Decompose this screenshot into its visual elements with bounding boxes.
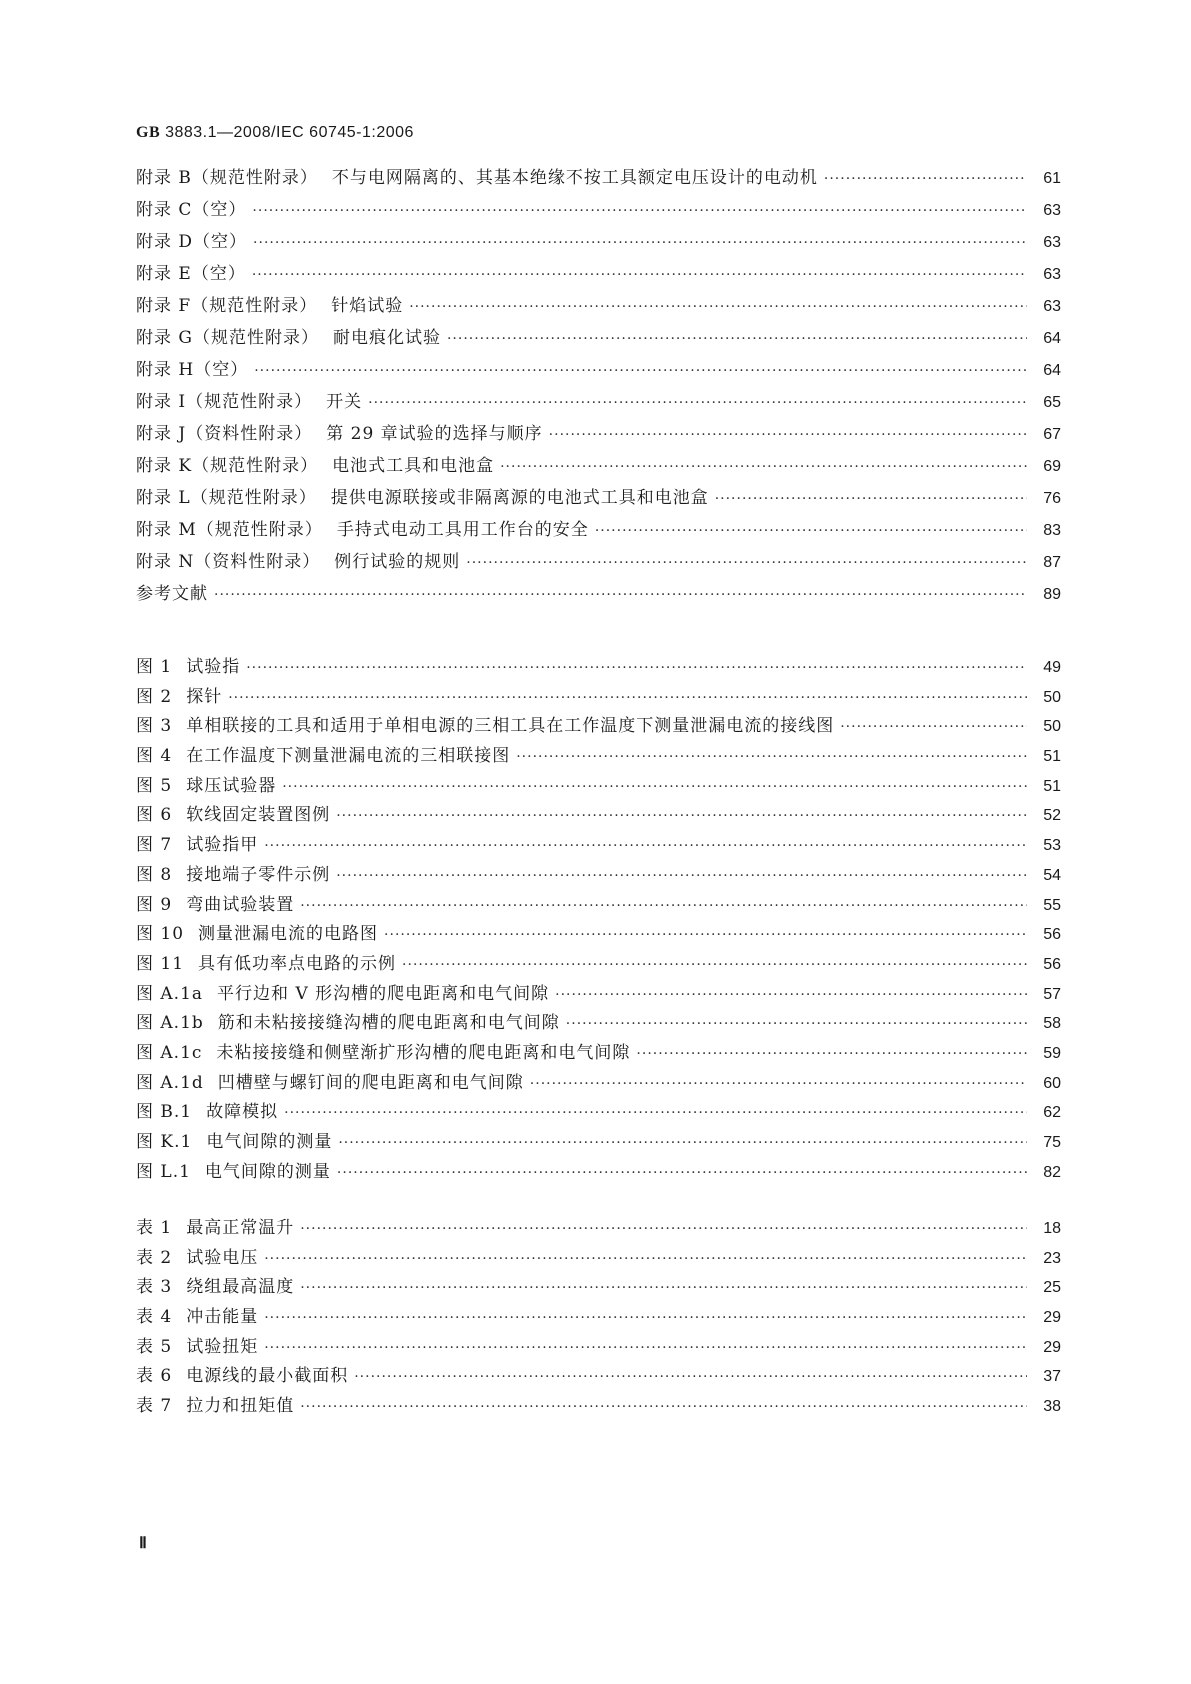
- toc-page-number: 63: [1043, 202, 1061, 219]
- toc-entry-title: 软线固定装置图例: [186, 805, 331, 826]
- toc-entry-label: 表 4: [136, 1307, 173, 1328]
- toc-entry-label: 附录 G（规范性附录）: [136, 328, 319, 348]
- toc-entry-label: 图 2: [136, 686, 173, 707]
- toc-page-number: 67: [1043, 426, 1061, 443]
- toc-figure-entry[interactable]: [136, 1038, 1061, 1068]
- dot-leader: [500, 459, 1027, 475]
- dot-leader: [338, 1135, 1027, 1151]
- toc-figure-entry[interactable]: [136, 860, 1061, 890]
- toc-figure-entry[interactable]: [136, 1068, 1061, 1098]
- toc-entry-title: 不与电网隔离的、其基本绝缘不按工具额定电压设计的电动机: [331, 168, 818, 188]
- toc-entry-title: 电气间隙的测量: [206, 1132, 333, 1152]
- toc-page-number: 25: [1043, 1279, 1061, 1297]
- toc-entry-label: 表 6: [136, 1366, 173, 1387]
- toc-page-number: 75: [1043, 1134, 1061, 1151]
- dot-leader: [228, 690, 1027, 706]
- toc-entry-label: 表 7: [136, 1396, 173, 1417]
- toc-entry-label: 附录 H（空）: [136, 360, 249, 380]
- toc-entry-title: 单相联接的工具和适用于单相电源的三相工具在工作温度下测量泄漏电流的接线图: [186, 716, 835, 737]
- document-header: [136, 124, 414, 142]
- dot-leader: [246, 660, 1027, 676]
- toc-entry-label: 附录 E（空）: [136, 264, 246, 284]
- toc-entry-title: 电源线的最小截面积: [186, 1366, 349, 1387]
- toc-entry-title: 针焰试验: [331, 296, 404, 316]
- toc-entry-title: 凹槽壁与螺钉间的爬电距离和电气间隙: [217, 1072, 524, 1093]
- toc-table-entry[interactable]: [136, 1391, 1061, 1421]
- toc-appendix-entry[interactable]: [136, 259, 1061, 291]
- dot-leader: [384, 927, 1027, 943]
- toc-entry-title: 球压试验器: [186, 775, 277, 796]
- dot-leader: [595, 523, 1027, 539]
- toc-entry-label: 图 9: [136, 894, 173, 915]
- toc-figure-entry[interactable]: [136, 711, 1061, 741]
- toc-entry-label: 附录 J（资料性附录）: [136, 424, 313, 444]
- dot-leader: [264, 1340, 1027, 1356]
- toc-entry-label: 参考文献: [136, 584, 208, 604]
- toc-entry-title: 试验指甲: [186, 835, 259, 856]
- dot-leader: [214, 587, 1027, 603]
- toc-figure-entry[interactable]: [136, 890, 1061, 920]
- toc-appendices: [136, 163, 1061, 611]
- standard-prefix: GB: [136, 124, 161, 141]
- toc-figure-entry[interactable]: [136, 979, 1061, 1009]
- toc-entry-label: 附录 K（规范性附录）: [136, 456, 319, 476]
- toc-page-number: 18: [1043, 1220, 1061, 1237]
- toc-figure-entry[interactable]: [136, 771, 1061, 801]
- toc-entry-label: 图 4: [136, 746, 173, 767]
- toc-figure-entry[interactable]: [136, 741, 1061, 771]
- toc-entry-label: 图 A.1b: [136, 1013, 204, 1034]
- toc-figure-entry[interactable]: [136, 1097, 1061, 1127]
- dot-leader: [253, 235, 1027, 251]
- toc-appendix-entry[interactable]: [136, 579, 1061, 611]
- standard-number: 3883.1—2008/IEC 60745-1:2006: [165, 124, 414, 141]
- toc-entry-label: 图 8: [136, 864, 173, 885]
- dot-leader: [300, 1280, 1027, 1296]
- toc-entry-title: 测量泄漏电流的电路图: [198, 924, 379, 945]
- toc-page-number: 60: [1043, 1074, 1061, 1092]
- toc-appendix-entry[interactable]: [136, 323, 1061, 355]
- toc-page-number: 59: [1043, 1044, 1061, 1062]
- toc-entry-label: 附录 B（规范性附录）: [136, 168, 318, 188]
- toc-appendix-entry[interactable]: [136, 195, 1061, 227]
- toc-entry-title: 在工作温度下测量泄漏电流的三相联接图: [186, 746, 511, 767]
- toc-page-number: 63: [1043, 298, 1061, 315]
- toc-figure-entry[interactable]: [136, 652, 1061, 682]
- toc-page-number: 64: [1043, 362, 1061, 379]
- toc-entry-title: 故障模拟: [206, 1102, 279, 1123]
- toc-entry-title: 开关: [326, 392, 363, 412]
- toc-figure-entry[interactable]: [136, 919, 1061, 949]
- dot-leader: [300, 1221, 1027, 1237]
- toc-table-entry[interactable]: [136, 1213, 1061, 1243]
- dot-leader: [636, 1046, 1027, 1062]
- toc-entry-title: 第 29 章试验的选择与顺序: [326, 424, 543, 444]
- dot-leader: [282, 779, 1027, 795]
- dot-leader: [300, 1399, 1027, 1415]
- toc-entry-label: 图 L.1: [136, 1161, 191, 1182]
- toc-page-number: 29: [1043, 1338, 1061, 1356]
- page-number: Ⅱ: [139, 1535, 147, 1552]
- dot-leader: [252, 203, 1027, 219]
- dot-leader: [264, 838, 1027, 854]
- dot-leader: [284, 1105, 1027, 1121]
- toc-entry-title: 电气间隙的测量: [204, 1161, 331, 1182]
- dot-leader: [402, 957, 1027, 973]
- toc-table-entry[interactable]: [136, 1361, 1061, 1391]
- toc-appendix-entry[interactable]: [136, 483, 1061, 515]
- toc-entry-title: 提供电源联接或非隔离源的电池式工具和电池盒: [330, 488, 709, 508]
- toc-entry-label: 图 10: [136, 924, 185, 945]
- toc-entry-title: 探针: [186, 686, 223, 707]
- toc-figure-entry[interactable]: [136, 830, 1061, 860]
- dot-leader: [555, 987, 1027, 1003]
- toc-entry-title: 耐电痕化试验: [332, 328, 441, 348]
- toc-table-entry[interactable]: [136, 1243, 1061, 1273]
- toc-appendix-entry[interactable]: [136, 451, 1061, 483]
- toc-page-number: 29: [1043, 1309, 1061, 1327]
- toc-entry-title: 电池式工具和电池盒: [332, 456, 495, 476]
- toc-entry-label: 表 1: [136, 1218, 173, 1238]
- toc-page-number: 37: [1043, 1368, 1061, 1386]
- toc-entry-title: 最高正常温升: [186, 1218, 295, 1238]
- toc-entry-label: 表 3: [136, 1277, 173, 1298]
- toc-page-number: 56: [1043, 955, 1061, 973]
- toc-page-number: 89: [1043, 586, 1061, 603]
- toc-entry-title: 例行试验的规则: [334, 552, 461, 572]
- toc-figure-entry[interactable]: [136, 1157, 1061, 1187]
- toc-figure-entry[interactable]: [136, 949, 1061, 979]
- toc-entry-label: 图 7: [136, 835, 173, 856]
- dot-leader: [715, 491, 1027, 507]
- toc-page-number: 50: [1043, 718, 1061, 736]
- toc-page-number: 53: [1043, 837, 1061, 855]
- toc-entry-title: 具有低功率点电路的示例: [198, 953, 397, 974]
- dot-leader: [336, 808, 1027, 824]
- toc-appendix-entry[interactable]: [136, 355, 1061, 387]
- toc-entry-label: 图 1: [136, 657, 173, 677]
- dot-leader: [368, 395, 1027, 411]
- toc-entry-label: 图 A.1c: [136, 1042, 203, 1063]
- toc-entry-label: 图 11: [136, 953, 185, 974]
- toc-page-number: 58: [1043, 1015, 1061, 1033]
- toc-page-number: 87: [1043, 554, 1061, 571]
- toc-page-number: 63: [1043, 266, 1061, 283]
- toc-page-number: 55: [1043, 896, 1061, 914]
- toc-figures: [136, 652, 1061, 1186]
- toc-entry-label: 附录 D（空）: [136, 232, 248, 252]
- toc-page-number: 51: [1043, 748, 1061, 766]
- toc-page-number: 57: [1043, 985, 1061, 1003]
- toc-entry-title: 试验电压: [186, 1247, 259, 1268]
- toc-figure-entry[interactable]: [136, 1127, 1061, 1157]
- toc-entry-title: 接地端子零件示例: [186, 864, 331, 885]
- toc-table-entry[interactable]: [136, 1272, 1061, 1302]
- toc-appendix-entry[interactable]: [136, 419, 1061, 451]
- toc-entry-label: 图 3: [136, 716, 173, 737]
- toc-entry-title: 手持式电动工具用工作台的安全: [336, 520, 589, 540]
- toc-page-number: 52: [1043, 807, 1061, 825]
- toc-appendix-entry[interactable]: [136, 291, 1061, 323]
- toc-entry-title: 冲击能量: [186, 1307, 259, 1328]
- dot-leader: [824, 171, 1027, 187]
- toc-entry-title: 试验扭矩: [186, 1336, 259, 1357]
- toc-page-number: 50: [1043, 688, 1061, 706]
- toc-page-number: 61: [1043, 170, 1061, 187]
- toc-page-number: 69: [1043, 458, 1061, 475]
- toc-entry-label: 表 2: [136, 1247, 173, 1268]
- toc-entry-title: 拉力和扭矩值: [186, 1396, 295, 1417]
- dot-leader: [466, 555, 1027, 571]
- dot-leader: [300, 898, 1027, 914]
- dot-leader: [447, 331, 1027, 347]
- toc-page-number: 23: [1043, 1249, 1061, 1267]
- toc-appendix-entry[interactable]: [136, 547, 1061, 579]
- dot-leader: [337, 1165, 1027, 1181]
- dot-leader: [336, 868, 1027, 884]
- toc-page-number: 56: [1043, 926, 1061, 944]
- dot-leader: [530, 1076, 1027, 1092]
- toc-page-number: 51: [1043, 777, 1061, 795]
- toc-entry-label: 表 5: [136, 1336, 173, 1357]
- toc-entry-label: 附录 M（规范性附录）: [136, 520, 323, 540]
- toc-figure-entry[interactable]: [136, 800, 1061, 830]
- toc-page-number: 54: [1043, 866, 1061, 884]
- toc-entry-label: 附录 L（规范性附录）: [136, 488, 317, 508]
- dot-leader: [549, 427, 1027, 443]
- toc-entry-title: 弯曲试验装置: [186, 894, 295, 915]
- toc-entry-label: 图 K.1: [136, 1132, 193, 1152]
- toc-appendix-entry[interactable]: [136, 163, 1061, 195]
- toc-appendix-entry[interactable]: [136, 387, 1061, 419]
- dot-leader: [254, 363, 1027, 379]
- toc-figure-entry[interactable]: [136, 682, 1061, 712]
- toc-entry-label: 附录 F（规范性附录）: [136, 296, 318, 316]
- toc-page-number: 64: [1043, 330, 1061, 347]
- toc-entry-title: 平行边和 V 形沟槽的爬电距离和电气间隙: [217, 983, 550, 1004]
- toc-page-number: 49: [1043, 659, 1061, 676]
- toc-table-entry[interactable]: [136, 1332, 1061, 1362]
- toc-entry-title: 筋和未粘接接缝沟槽的爬电距离和电气间隙: [217, 1013, 560, 1034]
- toc-appendix-entry[interactable]: [136, 515, 1061, 547]
- toc-page-number: 38: [1043, 1398, 1061, 1416]
- toc-figure-entry[interactable]: [136, 1008, 1061, 1038]
- toc-entry-title: 未粘接接缝和侧壁渐扩形沟槽的爬电距离和电气间隙: [216, 1042, 631, 1063]
- toc-entry-label: 附录 I（规范性附录）: [136, 392, 313, 412]
- toc-entry-title: 试验指: [186, 657, 241, 677]
- dot-leader: [566, 1016, 1027, 1032]
- toc-entry-label: 附录 C（空）: [136, 200, 247, 220]
- toc-tables: [136, 1213, 1061, 1421]
- toc-entry-label: 图 6: [136, 805, 173, 826]
- toc-page-number: 76: [1043, 490, 1061, 507]
- toc-page-number: 63: [1043, 234, 1061, 251]
- dot-leader: [840, 719, 1027, 735]
- toc-entry-label: 附录 N（资料性附录）: [136, 552, 321, 572]
- toc-table-entry[interactable]: [136, 1302, 1061, 1332]
- toc-entry-label: 图 A.1d: [136, 1072, 204, 1093]
- toc-entry-label: 图 5: [136, 775, 173, 796]
- dot-leader: [516, 749, 1027, 765]
- dot-leader: [264, 1251, 1027, 1267]
- dot-leader: [264, 1310, 1027, 1326]
- toc-page-number: 82: [1043, 1163, 1061, 1181]
- toc-page-number: 62: [1043, 1104, 1061, 1122]
- toc-page-number: 83: [1043, 522, 1061, 539]
- toc-entry-label: 图 B.1: [136, 1102, 193, 1123]
- toc-entry-title: 绕组最高温度: [186, 1277, 295, 1298]
- toc-page-number: 65: [1043, 394, 1061, 411]
- toc-entry-label: 图 A.1a: [136, 983, 204, 1004]
- dot-leader: [409, 299, 1027, 315]
- dot-leader: [354, 1369, 1027, 1385]
- dot-leader: [252, 267, 1027, 283]
- toc-appendix-entry[interactable]: [136, 227, 1061, 259]
